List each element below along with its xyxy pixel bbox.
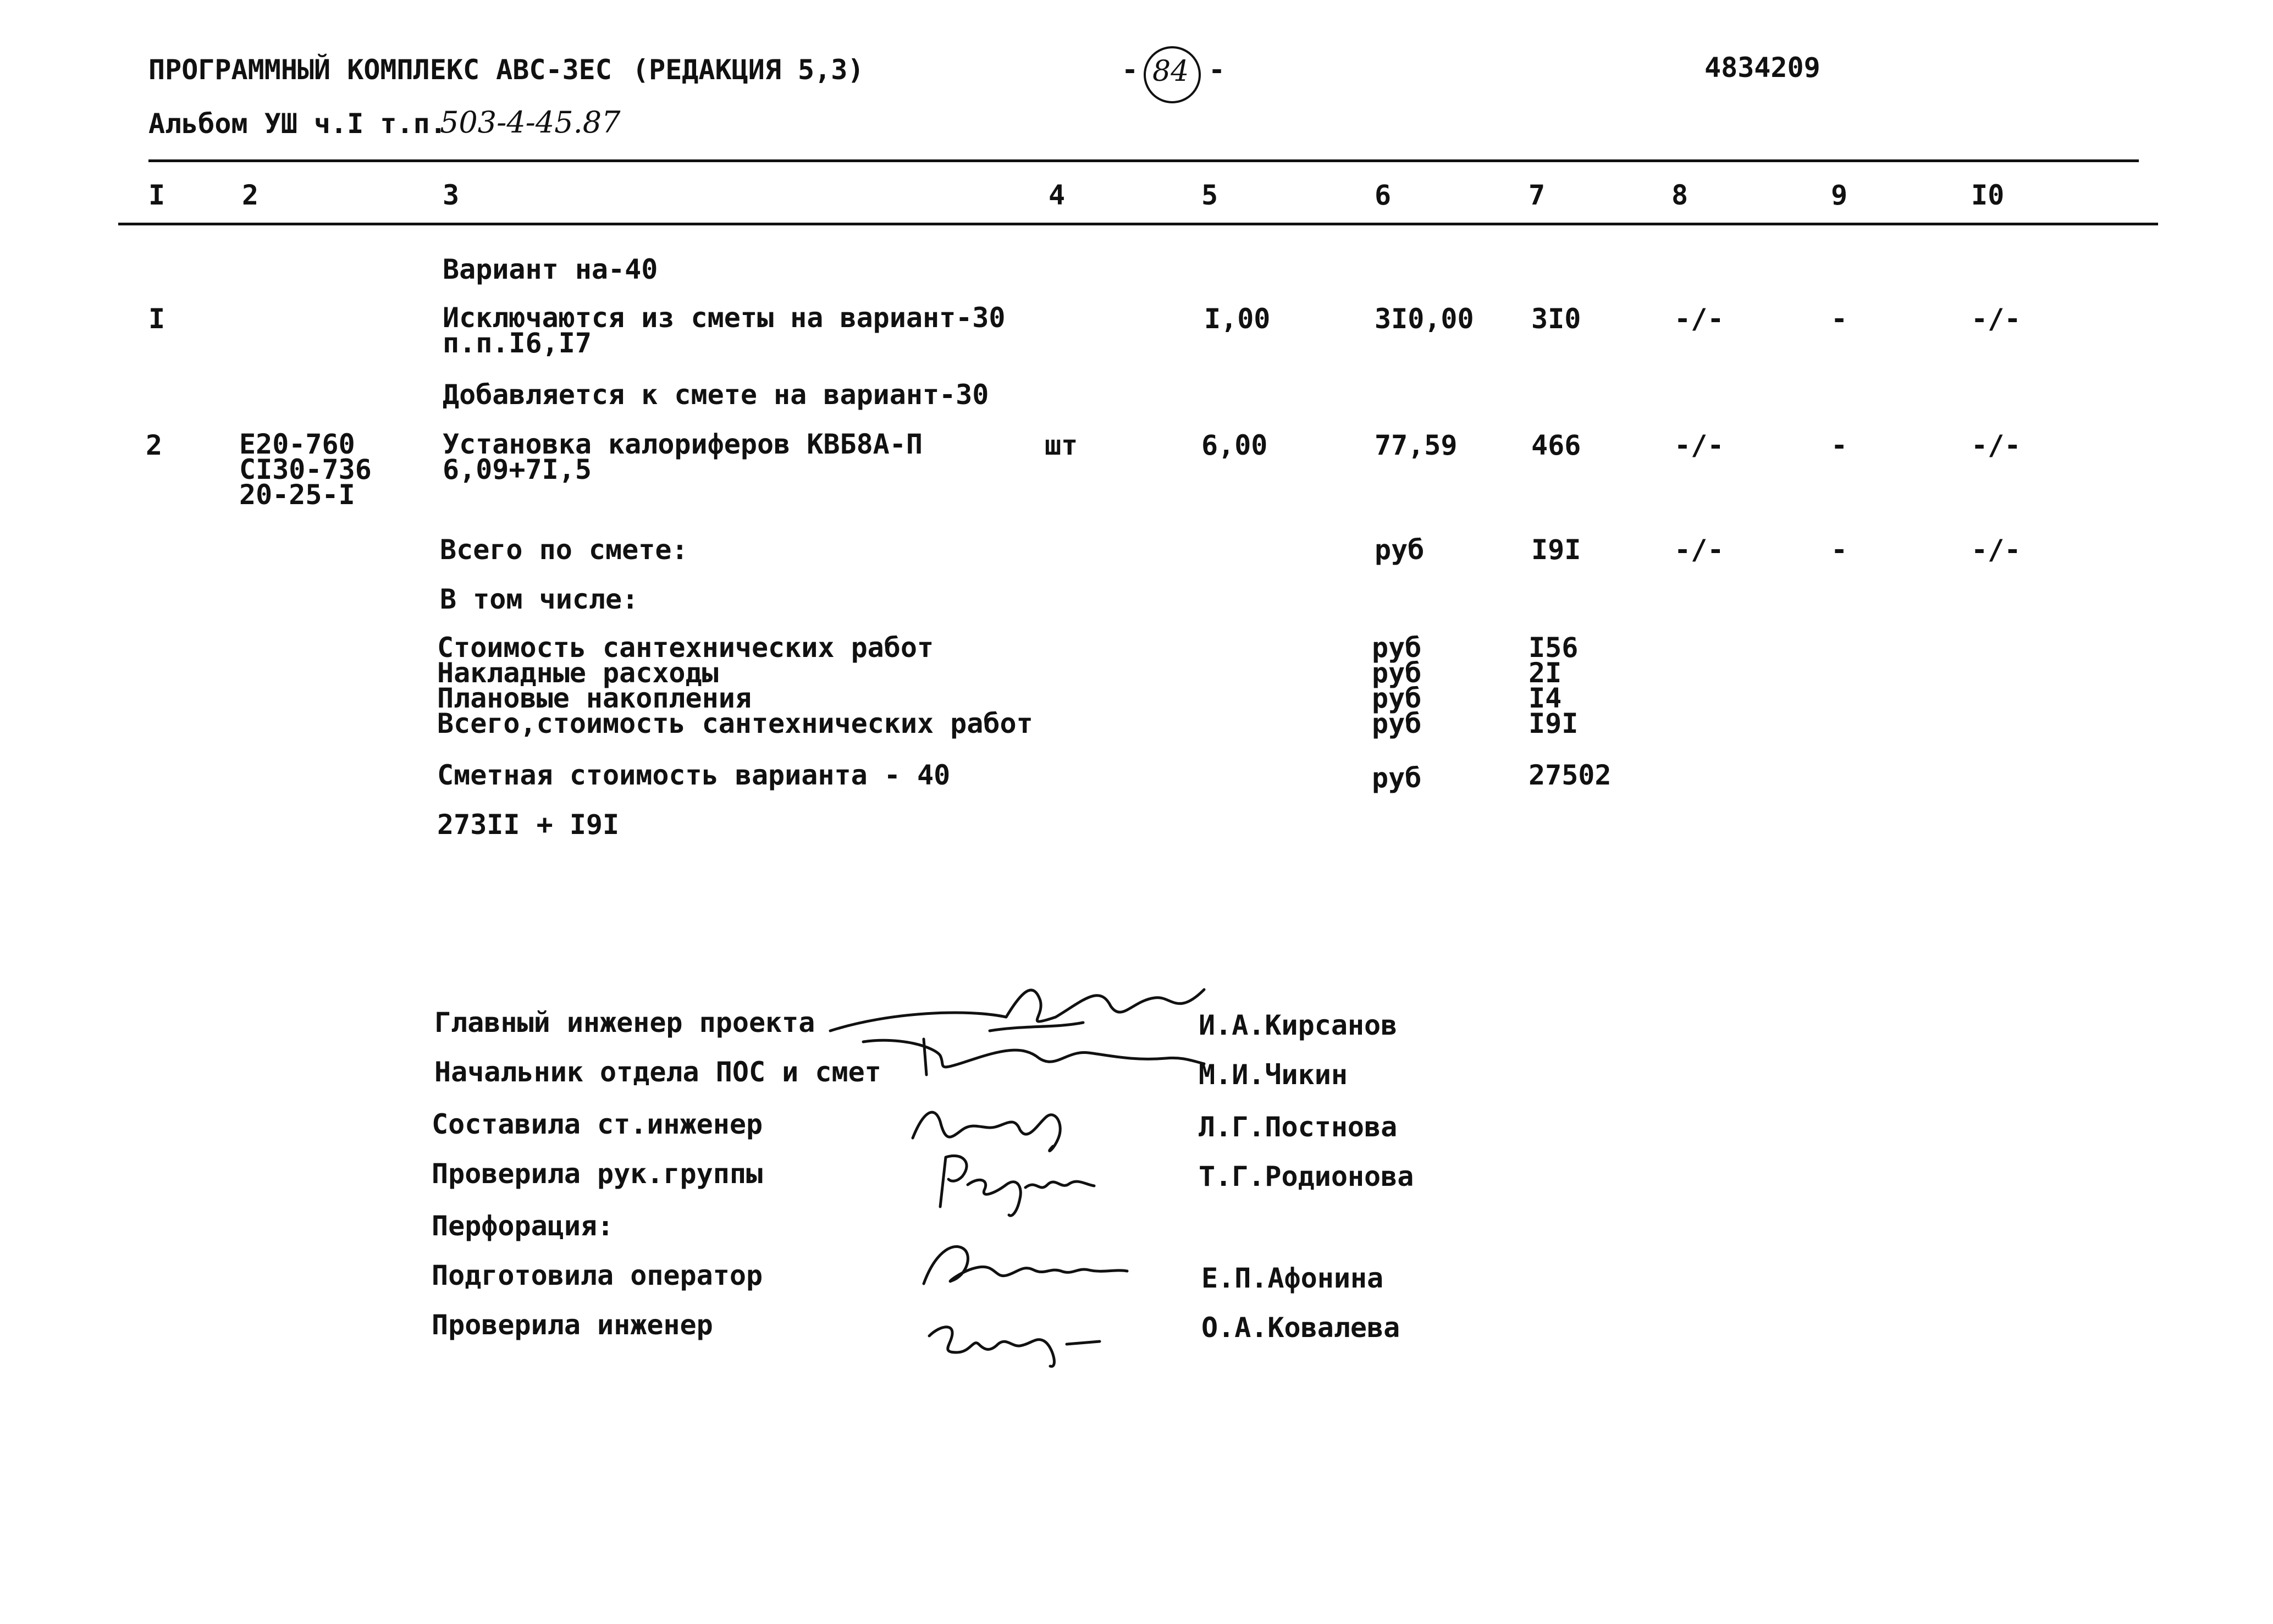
row-2-description: Установка калориферов КВБ8А-П 6,09+7I,5 <box>443 428 923 485</box>
column-number-3: 3 <box>443 179 460 211</box>
column-number-9: 9 <box>1831 179 1848 211</box>
page-dash-left: - <box>1122 54 1139 86</box>
row-1-description: Исключаются из сметы на вариант-30 п.п.I6,I7 <box>443 302 1006 359</box>
signature-name-7: О.А.Ковалева <box>1201 1312 1400 1344</box>
estimate-unit: руб <box>1372 762 1422 794</box>
row-1-price: 3I0,00 <box>1375 303 1474 335</box>
signature-role-1: Главный инженер проекта <box>434 1007 815 1039</box>
row-1-number: I <box>148 303 165 335</box>
signature-name-2: М.И.Чикин <box>1199 1059 1348 1091</box>
total-col10: -/- <box>1971 534 2021 566</box>
column-number-10: I0 <box>1971 179 2005 211</box>
column-number-6: 6 <box>1375 179 1392 211</box>
row-2-number: 2 <box>146 429 163 461</box>
row-1-total: 3I0 <box>1531 303 1581 335</box>
signature-chikin <box>858 1034 1210 1083</box>
column-number-7: 7 <box>1529 179 1546 211</box>
row-2-price: 77,59 <box>1375 429 1458 461</box>
row-2-total: 466 <box>1531 429 1581 461</box>
signature-rodionova <box>929 1146 1105 1223</box>
page-number: 84 <box>1152 55 1189 88</box>
section-title: Вариант на-40 <box>443 253 658 285</box>
row-2-col8: -/- <box>1674 429 1724 461</box>
signature-role-2: Начальник отдела ПОС и смет <box>434 1056 881 1088</box>
total-col9: - <box>1831 534 1848 566</box>
total-label: Всего по смете: <box>440 534 688 566</box>
edition-label: (РЕДАКЦИЯ 5,3) <box>632 54 864 86</box>
signature-afonina <box>913 1237 1133 1297</box>
estimate-label: Сметная стоимость варианта - 40 <box>437 759 951 791</box>
signature-kovaleva <box>918 1314 1105 1374</box>
signature-role-5: Перфорация: <box>432 1210 614 1242</box>
signature-role-7: Проверила инженер <box>432 1309 713 1341</box>
document-number: 4834209 <box>1704 52 1820 84</box>
header-top-rule <box>148 159 2139 162</box>
column-number-4: 4 <box>1049 179 1066 211</box>
column-number-2: 2 <box>242 179 259 211</box>
row-2-quantity: 6,00 <box>1201 429 1268 461</box>
page-dash-right: - <box>1209 54 1226 86</box>
row-1-quantity: I,00 <box>1204 303 1271 335</box>
signature-name-4: Т.Г.Родионова <box>1199 1161 1414 1192</box>
row-2-col9: - <box>1831 429 1848 461</box>
album-code: 503-4-45.87 <box>440 105 621 140</box>
total-unit: руб <box>1375 534 1425 566</box>
row-2-codes: Е20-760 СI30-736 20-25-I <box>239 428 372 511</box>
program-title: ПРОГРАММНЫЙ КОМПЛЕКС АВС-ЗЕС <box>148 54 612 86</box>
header-bottom-rule <box>118 223 2158 225</box>
signature-name-6: Е.П.Афонина <box>1201 1262 1384 1294</box>
row-1-col8: -/- <box>1674 303 1724 335</box>
breakdown-units: руб руб руб руб <box>1372 632 1422 739</box>
breakdown-labels: Стоимость сантехнических работ Накладные расходы Плановые накопления Всего,стоимость сантехнических работ <box>437 632 1033 739</box>
signature-role-4: Проверила рук.группы <box>432 1158 763 1190</box>
column-number-1: I <box>148 179 165 211</box>
column-number-5: 5 <box>1201 179 1218 211</box>
estimate-formula: 273II + I9I <box>437 809 620 841</box>
including-label: В том числе: <box>440 583 639 615</box>
total-col8: -/- <box>1674 534 1724 566</box>
added-label: Добавляется к смете на вариант-30 <box>443 379 989 411</box>
total-value: I9I <box>1531 534 1581 566</box>
row-1-col9: - <box>1831 303 1848 335</box>
signature-role-6: Подготовила оператор <box>432 1260 763 1291</box>
row-2-unit: шт <box>1045 429 1078 461</box>
signature-role-3: Составила ст.инженер <box>432 1108 763 1140</box>
row-2-col10: -/- <box>1971 429 2021 461</box>
breakdown-values: I56 2I I4 I9I <box>1529 632 1579 739</box>
estimate-value: 27502 <box>1529 759 1612 791</box>
signature-name-3: Л.Г.Постнова <box>1199 1111 1398 1143</box>
album-label: Альбом УШ ч.I т.п. <box>148 108 446 140</box>
column-number-8: 8 <box>1671 179 1689 211</box>
row-1-col10: -/- <box>1971 303 2021 335</box>
signature-name-1: И.А.Кирсанов <box>1199 1009 1398 1041</box>
